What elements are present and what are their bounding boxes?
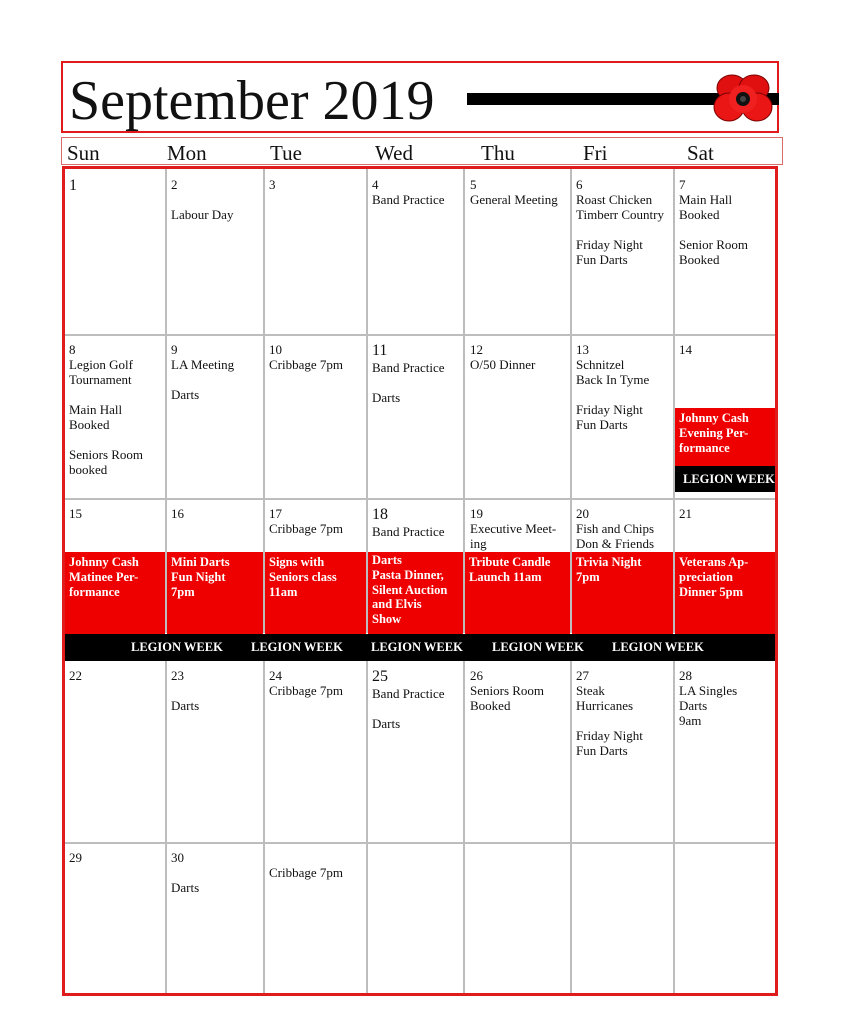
event-text: Schnitzel Back In Tyme Friday Night Fun Darts (576, 357, 650, 432)
day-number: 9 (171, 342, 178, 357)
day-number: 20 (576, 506, 589, 521)
day-cell (171, 668, 261, 713)
legion-week-label: LEGION WEEK (371, 640, 463, 654)
legion-week-label: LEGION WEEK (131, 640, 223, 654)
day-cell (470, 342, 568, 372)
day-number: 15 (69, 506, 82, 521)
dow-wed: Wed (375, 141, 413, 165)
day-number: 2 (171, 177, 178, 192)
event-text: Darts (171, 698, 200, 713)
legion-week-label: LEGION WEEK (683, 472, 775, 486)
grid-line (570, 661, 572, 993)
event-highlight: Trivia Night 7pm (572, 552, 673, 634)
grid-line (463, 661, 465, 993)
day-number: 21 (679, 506, 692, 521)
legion-week-label: LEGION WEEK (612, 640, 704, 654)
event-highlight: Veterans Ap- preciation Dinner 5pm (675, 552, 775, 634)
day-cell (372, 506, 462, 539)
day-cell (171, 342, 261, 402)
day-number: 11 (372, 342, 388, 359)
day-cell (69, 342, 163, 477)
event-text: O/50 Dinner (470, 357, 536, 372)
day-cell (69, 850, 163, 865)
day-number: 29 (69, 850, 82, 865)
day-cell (171, 850, 261, 895)
legion-week-bar (65, 634, 775, 661)
dow-tue: Tue (270, 141, 302, 165)
event-highlight: Mini Darts Fun Night 7pm (167, 552, 263, 634)
grid-line (263, 661, 265, 993)
calendar-grid (62, 166, 778, 996)
event-text: Cribbage 7pm (269, 357, 344, 372)
day-number: 8 (69, 342, 76, 357)
day-cell (269, 177, 363, 192)
day-cell (679, 342, 773, 357)
day-cell (372, 668, 462, 731)
event-text: Cribbage 7pm (269, 683, 344, 698)
event-text: Fish and Chips Don & Friends (576, 521, 655, 551)
day-number: 6 (576, 177, 583, 192)
event-text: Seniors Room Booked (470, 683, 545, 713)
dow-fri: Fri (583, 141, 608, 165)
day-cell (269, 865, 363, 880)
day-cell (171, 177, 261, 222)
event-text: Band Practice Darts (372, 360, 445, 405)
dow-sun: Sun (67, 141, 100, 165)
day-cell (269, 668, 363, 698)
day-cell (171, 506, 261, 521)
event-text: LA Meeting Darts (171, 357, 235, 402)
grid-line (65, 334, 775, 336)
event-text: Band Practice (372, 524, 445, 539)
event-text: Darts (171, 880, 200, 895)
day-number: 14 (679, 342, 692, 357)
day-cell (372, 177, 462, 207)
day-number: 19 (470, 506, 483, 521)
day-number: 3 (269, 177, 276, 192)
day-of-week-header (61, 137, 783, 165)
day-number: 23 (171, 668, 184, 683)
event-text: Main Hall Booked Senior Room Booked (679, 192, 748, 267)
day-cell (679, 506, 773, 521)
day-number: 24 (269, 668, 282, 683)
grid-line (65, 498, 775, 500)
grid-line (65, 842, 775, 844)
day-cell (69, 177, 163, 195)
day-cell (470, 177, 568, 207)
legion-week-label: LEGION WEEK (251, 640, 343, 654)
event-text: Band Practice (372, 192, 445, 207)
event-text: General Meeting (470, 192, 558, 207)
event-text: Labour Day (171, 207, 234, 222)
poppy-icon (713, 71, 773, 126)
event-highlight: Tribute Candle Launch 11am (465, 552, 570, 634)
event-text: Legion Golf Tournament Main Hall Booked Seniors Room booked (69, 357, 144, 477)
day-cell (679, 668, 773, 728)
event-highlight: Darts Pasta Dinner, Silent Auction and Elvis Show (368, 552, 463, 634)
day-number: 5 (470, 177, 477, 192)
day-cell (576, 506, 672, 551)
day-cell (269, 506, 363, 536)
day-cell (576, 668, 672, 758)
day-number: 22 (69, 668, 82, 683)
day-cell (679, 177, 773, 267)
day-cell (576, 177, 672, 267)
event-highlight: Signs with Seniors class 11am (265, 552, 366, 634)
event-highlight: Johnny Cash Matinee Per- formance (65, 552, 165, 634)
event-text: Cribbage 7pm (269, 865, 344, 880)
day-number: 16 (171, 506, 184, 521)
grid-line (366, 661, 368, 993)
day-cell (372, 342, 462, 405)
day-number: 12 (470, 342, 483, 357)
day-number: 13 (576, 342, 589, 357)
day-cell (470, 668, 568, 713)
day-cell (69, 506, 163, 521)
event-text: Roast Chicken Timberr Country Friday Night Fun Darts (576, 192, 664, 267)
event-text: Steak Hurricanes Friday Night Fun Darts (576, 683, 643, 758)
day-number: 26 (470, 668, 483, 683)
day-number: 17 (269, 506, 282, 521)
day-cell (576, 342, 672, 432)
day-number: 27 (576, 668, 589, 683)
day-cell (269, 342, 363, 372)
day-number: 1 (69, 177, 77, 194)
day-number: 7 (679, 177, 686, 192)
day-cell (69, 668, 163, 683)
grid-line (673, 661, 675, 993)
day-number: 28 (679, 668, 692, 683)
grid-line (165, 661, 167, 993)
day-number: 4 (372, 177, 379, 192)
dow-thu: Thu (481, 141, 515, 165)
day-number: 25 (372, 668, 388, 685)
day-number: 10 (269, 342, 282, 357)
calendar-header (61, 61, 779, 133)
day-number: 30 (171, 850, 184, 865)
day-number: 18 (372, 506, 388, 523)
legion-week-bar (675, 466, 775, 492)
event-text: LA Singles Darts 9am (679, 683, 738, 728)
dow-mon: Mon (167, 141, 207, 165)
event-highlight: Johnny Cash Evening Per- formance (675, 408, 775, 466)
dow-sat: Sat (687, 141, 714, 165)
page-title: September 2019 (69, 70, 435, 132)
day-cell (470, 506, 568, 551)
event-text: Executive Meet- ing (470, 521, 557, 551)
event-text: Cribbage 7pm (269, 521, 344, 536)
legion-week-label: LEGION WEEK (492, 640, 584, 654)
event-text: Band Practice Darts (372, 686, 445, 731)
